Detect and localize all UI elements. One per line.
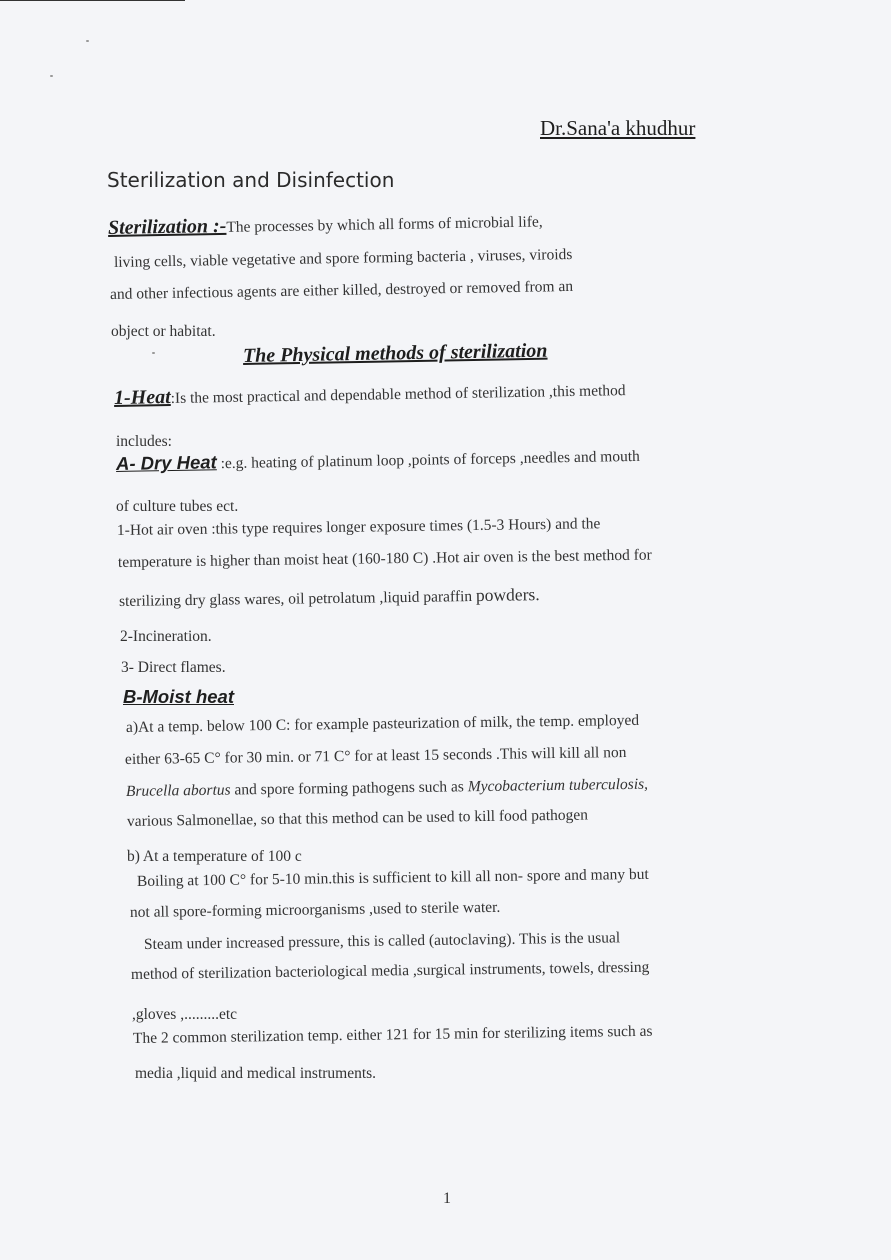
heat-label: 1-Heat	[113, 386, 171, 409]
sterilization-def-line-4: object or habitat.	[111, 323, 216, 340]
heat-line-1: 1-Heat:Is the most practical and dependable method of sterilization ,this method	[113, 382, 626, 409]
moist-heat-a-line-1: a)At a temp. below 100 C: for example pasteurization of milk, the temp. employed	[125, 711, 640, 736]
scan-edge-line	[0, 0, 185, 1]
dry-heat-label: A- Dry Heat	[115, 451, 217, 474]
dry-heat-line-2: of culture tubes ect.	[116, 498, 239, 515]
physical-methods-heading: The Physical methods of sterilization	[242, 339, 548, 367]
incineration-line: 2-Incineration.	[120, 628, 212, 645]
dry-heat-line-1: A- Dry Heat :e.g. heating of platinum loop ,points of forceps ,needles and mouth	[115, 447, 640, 474]
hot-air-oven-line-2: temperature is higher than moist heat (160-180 C) .Hot air oven is the best method for	[117, 546, 652, 571]
hot-air-oven-line-3: sterilizing dry glass wares, oil petrolatum ,liquid paraffin powders.	[118, 584, 540, 610]
moist-heat-b-heading: b) At a temperature of 100 c	[127, 848, 302, 865]
heat-line-2: includes:	[116, 433, 172, 450]
common-temp-line-1: The 2 common sterilization temp. either 121 for 15 min for sterilizing items such as	[132, 1022, 653, 1047]
steam-line-1: Steam under increased pressure, this is called (autoclaving). This is the usual	[143, 929, 621, 953]
direct-flames-line: 3- Direct flames.	[121, 659, 226, 676]
boiling-line-1: Boiling at 100 C° for 5-10 min.this is sufficient to kill all non- spore and many but	[136, 865, 649, 890]
boiling-line-2: not all spore-forming microorganisms ,used to sterile water.	[129, 898, 501, 921]
scan-speck	[50, 75, 53, 77]
sterilization-def-line-3: and other infectious agents are either killed, destroyed or removed from an	[109, 277, 574, 303]
moist-heat-a-line-3: Brucella abortus and spore forming pathogens such as Mycobacterium tuberculosis,	[125, 775, 649, 800]
sterilization-def-line-2: living cells, viable vegetative and spore forming bacteria , viruses, viroids	[113, 246, 573, 271]
hot-air-oven-line-1: 1-Hot air oven :this type requires longer exposure times (1.5-3 Hours) and the	[116, 515, 601, 539]
common-temp-line-2: media ,liquid and medical instruments.	[135, 1065, 377, 1082]
moist-heat-label: B-Moist heat	[123, 686, 234, 707]
steam-line-3: ,gloves ,.........etc	[132, 1006, 238, 1023]
page-number: 1	[443, 1190, 451, 1207]
moist-heat-heading	[123, 688, 234, 707]
sterilization-def-line-1: Sterilization :-The processes by which all forms of microbial life,	[107, 213, 543, 239]
steam-line-2: method of sterilization bacteriological media ,surgical instruments, towels, dressing	[130, 958, 650, 983]
moist-heat-a-line-2: either 63-65 C° for 30 min. or 71 C° for at least 15 seconds .This will kill all non	[124, 743, 627, 768]
scan-speck	[86, 40, 89, 42]
author-name: Dr.Sana'a khudhur	[540, 116, 696, 140]
scan-speck	[152, 352, 155, 354]
page-title: Sterilization and Disinfection	[107, 168, 395, 192]
moist-heat-a-line-4: various Salmonellae, so that this method can be used to kill food pathogen	[126, 806, 589, 830]
sterilization-label: Sterilization :-	[107, 214, 227, 239]
